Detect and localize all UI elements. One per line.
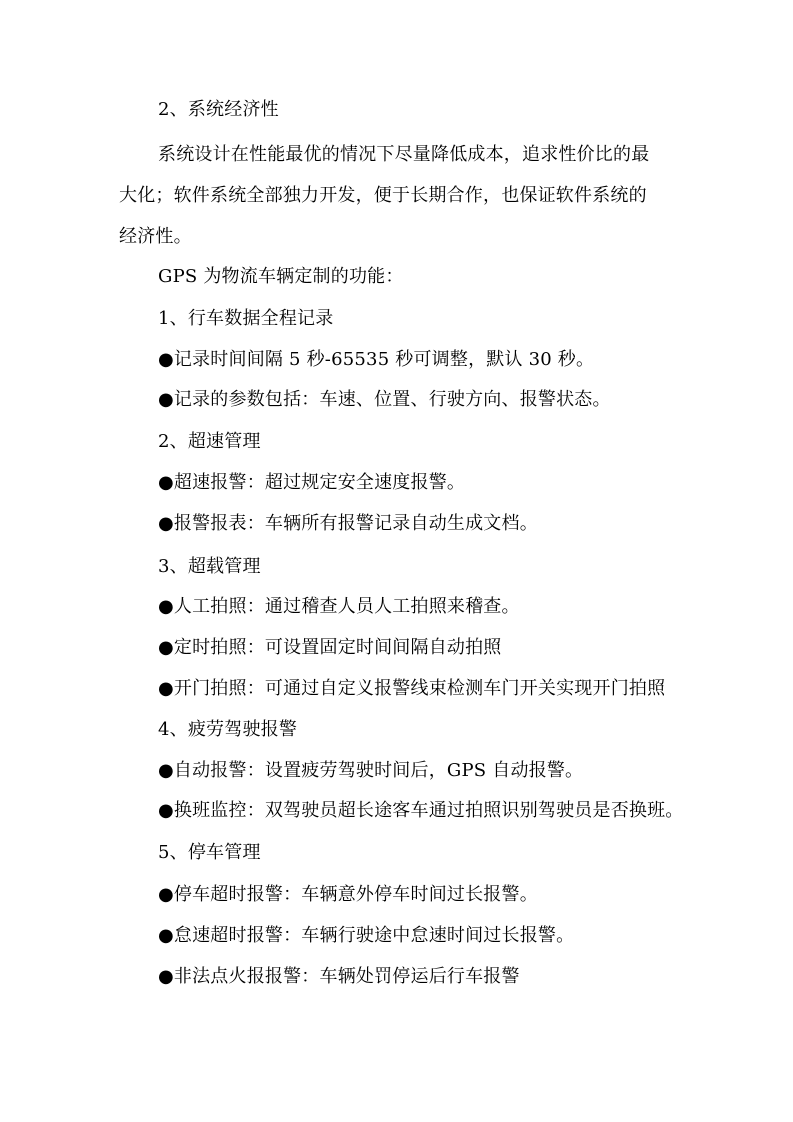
feature-bullet: ●定时拍照：可设置固定时间间隔自动拍照 bbox=[158, 637, 502, 658]
paragraph-line: 系统设计在性能最优的情况下尽量降低成本，追求性价比的最 bbox=[158, 144, 650, 165]
feature-heading: 5、停车管理 bbox=[158, 842, 261, 863]
feature-bullet: ●怠速超时报警：车辆行驶途中怠速时间过长报警。 bbox=[158, 925, 575, 946]
feature-heading: 4、疲劳驾驶报警 bbox=[158, 719, 298, 740]
section-heading-economy: 2、系统经济性 bbox=[158, 99, 279, 120]
feature-bullet: ●停车超时报警：车辆意外停车时间过长报警。 bbox=[158, 884, 538, 905]
feature-heading: 1、行车数据全程记录 bbox=[158, 308, 334, 329]
feature-bullet: ●换班监控：双驾驶员超长途客车通过拍照识别驾驶员是否换班。 bbox=[158, 800, 684, 821]
feature-bullet: ●非法点火报报警：车辆处罚停运后行车报警 bbox=[158, 966, 520, 987]
paragraph-line: 大化；软件系统全部独力开发，便于长期合作，也保证软件系统的 bbox=[119, 185, 647, 206]
feature-bullet: ●自动报警：设置疲劳驾驶时间后，GPS 自动报警。 bbox=[158, 760, 584, 781]
feature-bullet: ●超速报警：超过规定安全速度报警。 bbox=[158, 472, 466, 493]
intro-line: GPS 为物流车辆定制的功能： bbox=[158, 266, 404, 287]
feature-heading: 2、超速管理 bbox=[158, 431, 261, 452]
feature-bullet: ●报警报表：车辆所有报警记录自动生成文档。 bbox=[158, 513, 538, 534]
feature-bullet: ●记录时间间隔 5 秒-65535 秒可调整，默认 30 秒。 bbox=[158, 349, 595, 370]
paragraph-line: 经济性。 bbox=[119, 226, 192, 247]
feature-bullet: ●人工拍照：通过稽查人员人工拍照来稽查。 bbox=[158, 596, 520, 617]
feature-bullet: ●开门拍照：可通过自定义报警线束检测车门开关实现开门拍照 bbox=[158, 678, 666, 699]
feature-bullet: ●记录的参数包括：车速、位置、行驶方向、报警状态。 bbox=[158, 389, 611, 410]
feature-heading: 3、超载管理 bbox=[158, 556, 261, 577]
